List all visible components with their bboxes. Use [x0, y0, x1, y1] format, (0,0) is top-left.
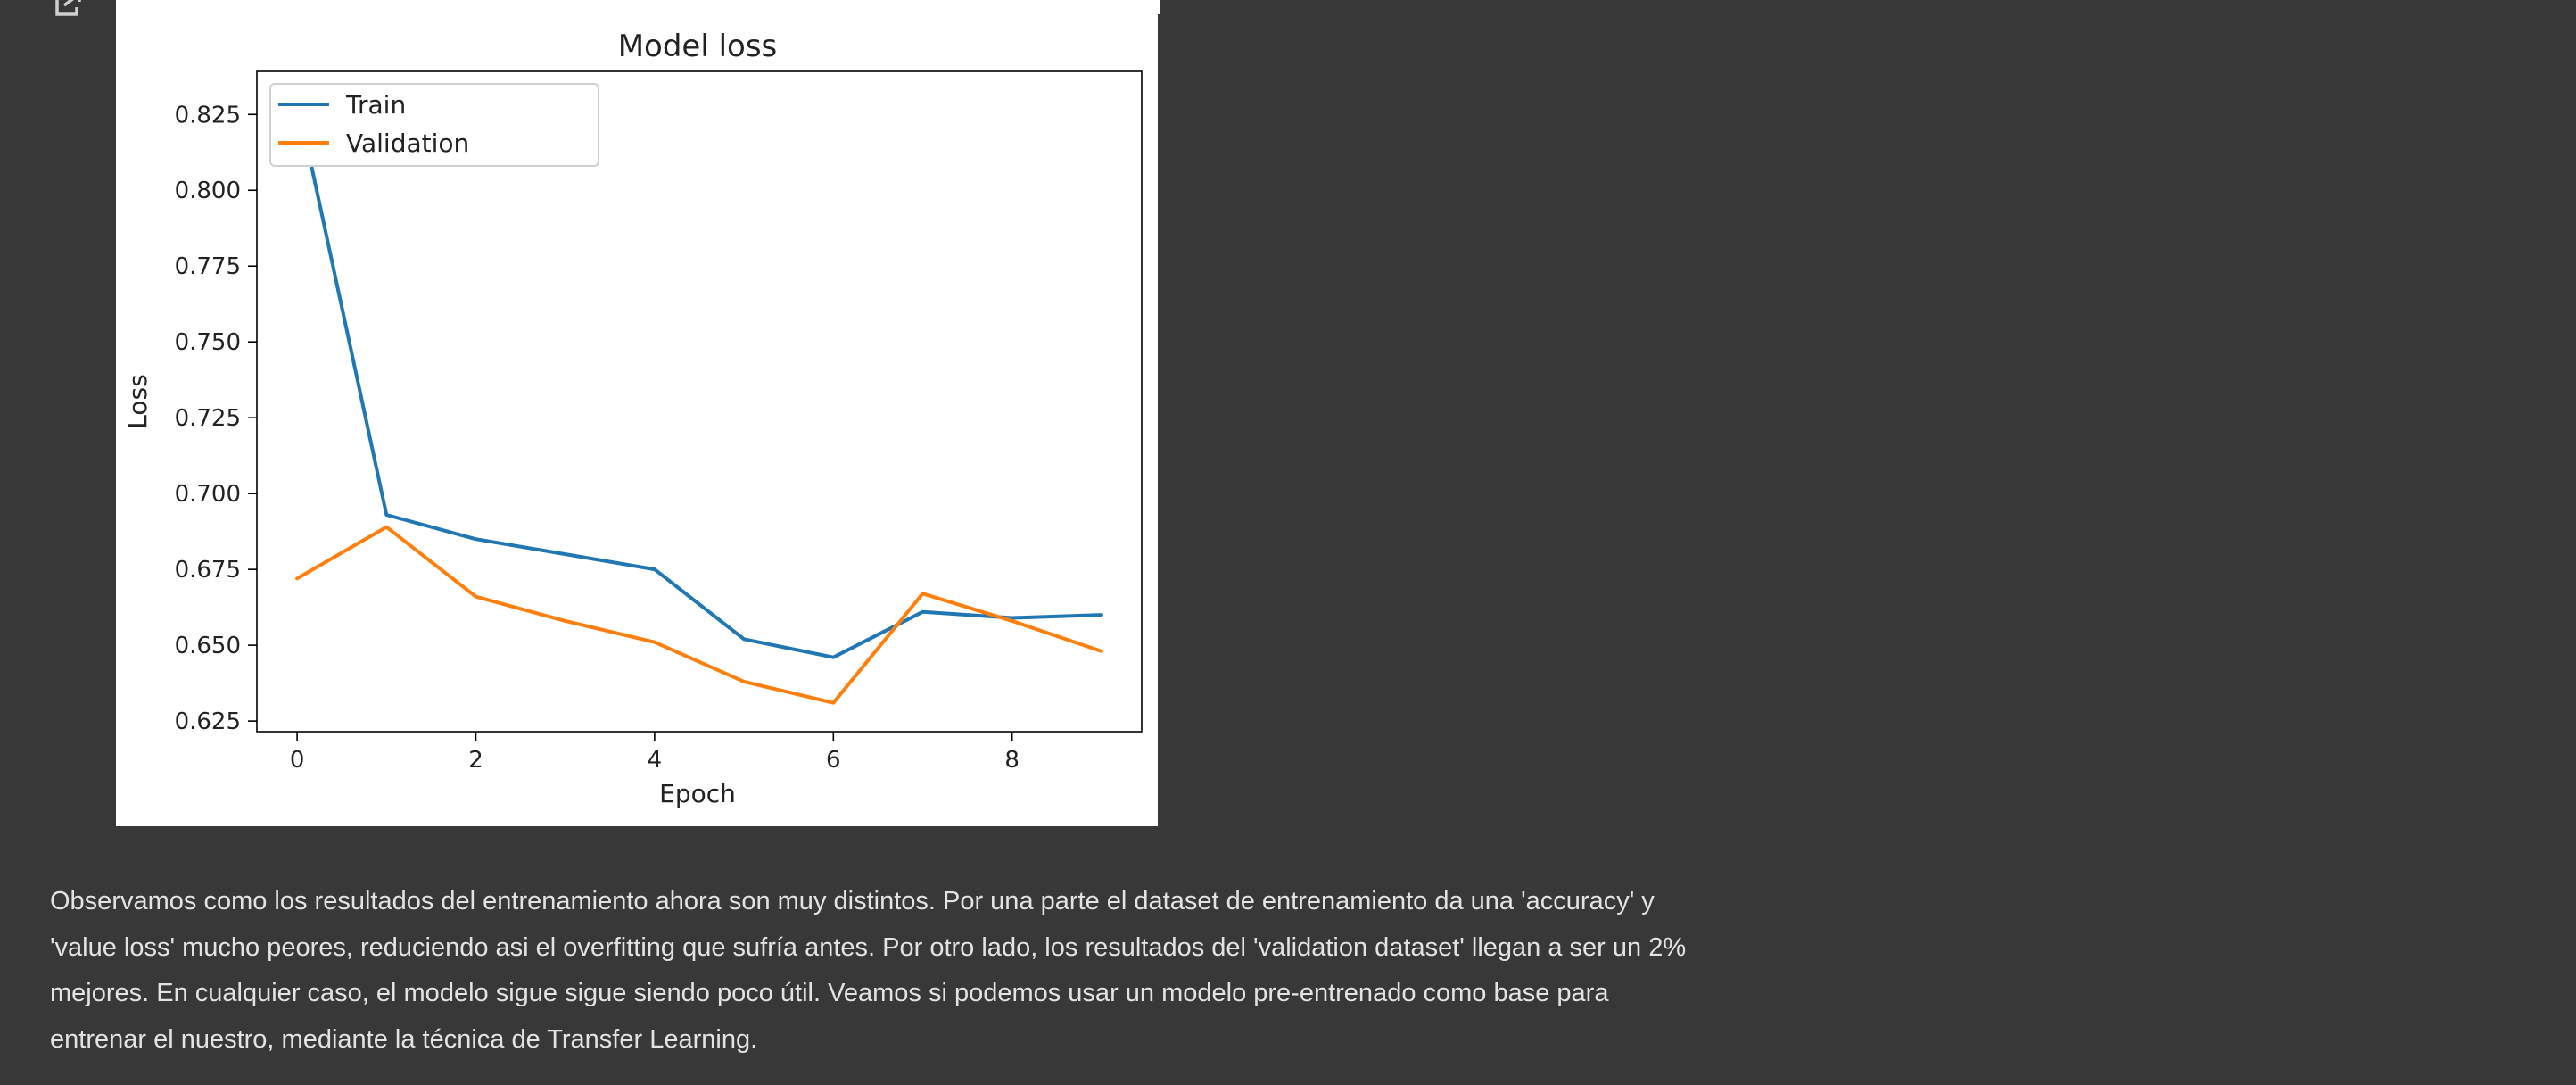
y-tick-label: 0.725: [174, 405, 241, 433]
chart-title: Model loss: [617, 29, 778, 64]
markdown-line: 'value loss' mucho peores, reduciendo asi el overfitting que sufría antes. Por otro lado, los resultados del 'validation dataset' llegan a ser un 2%: [50, 932, 1687, 962]
markdown-line: Observamos como los resultados del entrenamiento ahora son muy distintos. Por una parte el dataset de entrenamiento da una 'accuracy' y: [50, 887, 1655, 915]
y-tick-label: 0.700: [174, 481, 241, 509]
markdown-cell: [50, 879, 1878, 1063]
y-tick-label: 0.750: [174, 329, 241, 357]
legend: [270, 84, 599, 166]
loss-chart: [116, 0, 1158, 826]
markdown-line: mejores. En cualquier caso, el modelo sigue sigue siendo poco útil. Veamos si podemos usar un modelo pre-entrenado como base para: [50, 979, 1609, 1007]
x-axis-label: Epoch: [659, 779, 736, 808]
y-tick-label: 0.675: [174, 557, 241, 584]
x-tick-label: 4: [647, 747, 663, 774]
y-tick-label: 0.650: [174, 633, 241, 660]
y-tick-label: 0.775: [174, 253, 241, 281]
y-tick-label: 0.825: [174, 102, 241, 129]
y-tick-label: 0.800: [174, 178, 241, 205]
open-output-icon[interactable]: [54, 0, 86, 20]
x-tick-label: 8: [1004, 747, 1020, 774]
markdown-line: entrenar el nuestro, mediante la técnica de Transfer Learning.: [50, 1024, 758, 1054]
x-tick-label: 0: [289, 747, 305, 774]
chart-output: [116, 0, 1158, 826]
y-axis-label: Loss: [123, 374, 153, 429]
x-tick-label: 6: [826, 747, 841, 774]
x-tick-label: 2: [468, 747, 483, 774]
legend-validation-label: Validation: [346, 128, 470, 158]
plot-area: [257, 71, 1142, 732]
legend-train-label: Train: [346, 90, 407, 120]
y-tick-label: 0.625: [174, 708, 241, 736]
